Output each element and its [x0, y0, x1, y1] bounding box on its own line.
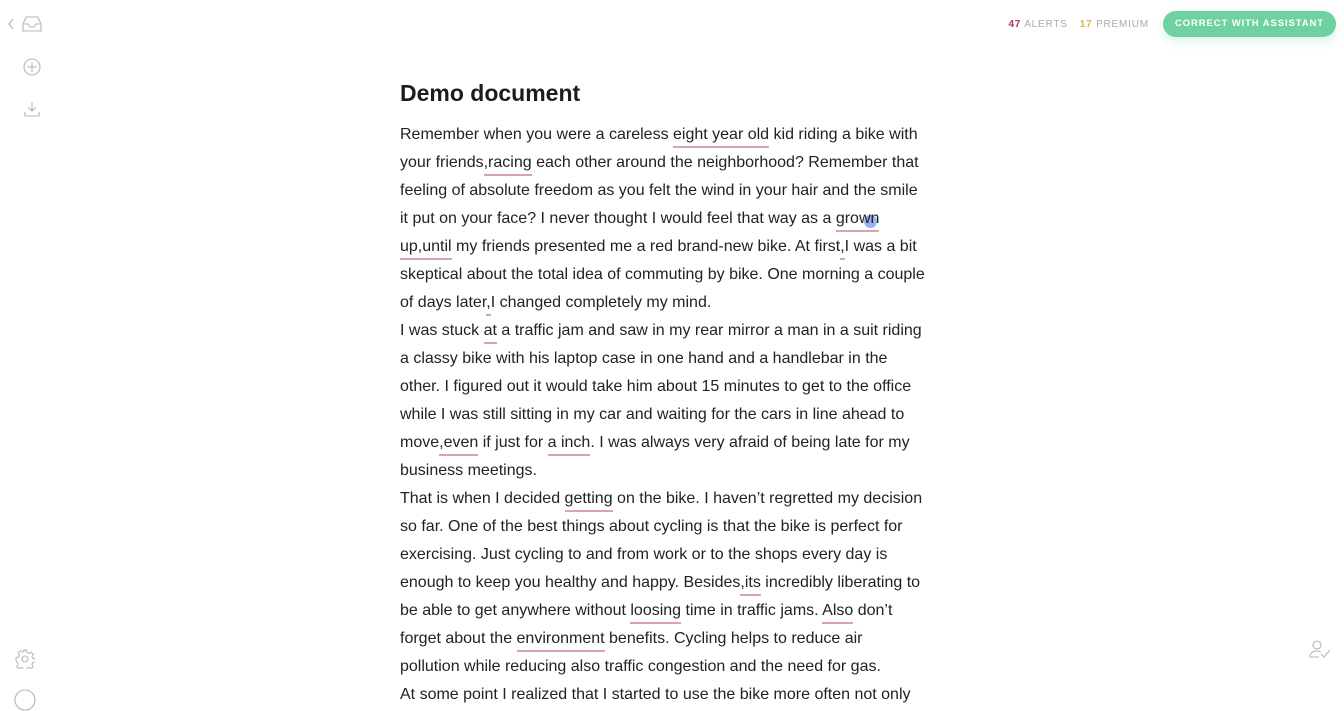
- alerts-count: 47: [1008, 18, 1022, 30]
- document-title[interactable]: Demo document: [400, 80, 581, 106]
- text-line: [400, 457, 960, 485]
- text-segment: pollution while reducing also traffic congestion and the need for gas.: [400, 658, 881, 675]
- text-segment: kid riding a bike with: [769, 126, 918, 143]
- text-line: [400, 541, 960, 569]
- text-line: [400, 233, 960, 261]
- text-segment: enough to keep you healthy and happy. Besides: [400, 574, 741, 591]
- grammar-alert-highlight[interactable]: loosing: [630, 602, 681, 624]
- text-segment: if just for: [478, 434, 548, 451]
- document-body[interactable]: [400, 121, 960, 709]
- text-line: [400, 653, 960, 681]
- text-line: [400, 429, 960, 457]
- text-segment: your friends: [400, 154, 484, 171]
- text-segment: a classy bike with his laptop case in one hand and a handlebar in the: [400, 350, 888, 367]
- text-segment: skeptical about the total idea of commuting by bike. One morning a couple: [400, 266, 925, 283]
- grammar-alert-highlight[interactable]: eight year old: [673, 126, 769, 148]
- text-line: [400, 261, 960, 289]
- text-line: [400, 485, 960, 513]
- grammar-alert-highlight[interactable]: environment: [517, 630, 605, 652]
- text-segment: on the bike. I haven’t regretted my decision: [612, 490, 923, 507]
- premium-label: PREMIUM: [1096, 18, 1149, 30]
- text-line: [400, 569, 960, 597]
- grammar-alert-highlight[interactable]: at: [484, 322, 497, 344]
- text-segment: Remember when you were a careless: [400, 126, 674, 143]
- text-line: [400, 401, 960, 429]
- settings-icon[interactable]: [15, 649, 35, 669]
- grammar-alert-highlight[interactable]: up,until: [400, 238, 452, 260]
- text-line: [400, 513, 960, 541]
- text-segment: That is when I decided: [400, 490, 565, 507]
- text-segment: while I was still sitting in my car and waiting for the cars in line ahead to: [400, 406, 905, 423]
- text-segment: other. I figured out it would take him about 15 minutes to get to the office: [400, 378, 912, 395]
- text-line: [400, 205, 960, 233]
- text-segment: each other around the neighborhood? Remember that: [531, 154, 919, 171]
- premium-count: 17: [1079, 18, 1093, 30]
- text-segment: benefits. Cycling helps to reduce air: [604, 630, 863, 647]
- text-segment: At some point I realized that I started to use the bike more often not only: [400, 686, 911, 703]
- text-line: [400, 121, 960, 149]
- grammar-alert-highlight[interactable]: getting: [565, 490, 613, 512]
- text-segment: incredibly liberating to: [760, 574, 921, 591]
- correct-with-assistant-button[interactable]: CORRECT WITH ASSISTANT: [1163, 11, 1336, 37]
- alerts-label: ALERTS: [1024, 18, 1068, 30]
- grammar-alert-highlight[interactable]: grown: [836, 210, 880, 232]
- text-segment: . I was always very afraid of being late for my: [590, 434, 910, 451]
- grammar-alert-highlight[interactable]: Also: [822, 602, 853, 624]
- text-segment: business meetings.: [400, 462, 537, 479]
- text-segment: so far. One of the best things about cycling is that the bike is perfect for: [400, 518, 903, 535]
- text-segment: I was a bit: [844, 238, 917, 255]
- text-segment: exercising. Just cycling to and from work or to the shops every day is: [400, 546, 888, 563]
- add-icon[interactable]: [23, 58, 41, 76]
- text-line: [400, 149, 960, 177]
- text-line: [400, 317, 960, 345]
- text-line: [400, 597, 960, 625]
- text-segment: be able to get anywhere without: [400, 602, 631, 619]
- text-line: [400, 681, 960, 709]
- text-segment: a traffic jam and saw in my rear mirror a man in a suit riding: [496, 322, 922, 339]
- text-segment: don’t: [853, 602, 893, 619]
- text-segment: I was stuck: [400, 322, 484, 339]
- user-check-icon[interactable]: [1309, 640, 1331, 660]
- text-line: [400, 345, 960, 373]
- top-bar: [1008, 11, 1336, 37]
- grammar-alert-highlight[interactable]: ,even: [439, 434, 478, 456]
- text-segment: it put on your face? I never thought I would feel that way as a: [400, 210, 836, 227]
- grammar-alert-highlight[interactable]: a inch: [548, 434, 591, 456]
- grammar-alert-highlight[interactable]: ,its: [740, 574, 760, 596]
- text-segment: my friends presented me a red brand-new bike. At first: [451, 238, 841, 255]
- text-segment: move: [400, 434, 440, 451]
- premium-counter[interactable]: [1080, 19, 1149, 30]
- help-icon[interactable]: [14, 689, 36, 711]
- grammar-alert-highlight[interactable]: ,: [486, 294, 490, 316]
- text-segment: I changed completely my mind.: [490, 294, 712, 311]
- text-line: [400, 177, 960, 205]
- download-icon[interactable]: [24, 101, 40, 117]
- text-line: [400, 625, 960, 653]
- text-segment: time in traffic jams.: [681, 602, 823, 619]
- alerts-counter[interactable]: [1008, 19, 1067, 30]
- text-segment: of days later: [400, 294, 487, 311]
- text-segment: forget about the: [400, 630, 517, 647]
- text-line: [400, 289, 960, 317]
- text-line: [400, 373, 960, 401]
- grammar-alert-highlight[interactable]: ,: [840, 238, 844, 260]
- inbox-icon[interactable]: [22, 16, 42, 32]
- grammar-alert-highlight[interactable]: ,racing: [484, 154, 532, 176]
- back-chevron-icon[interactable]: [7, 18, 15, 30]
- document-editor[interactable]: [400, 76, 960, 709]
- text-segment: feeling of absolute freedom as you felt the wind in your hair and the smile: [400, 182, 918, 199]
